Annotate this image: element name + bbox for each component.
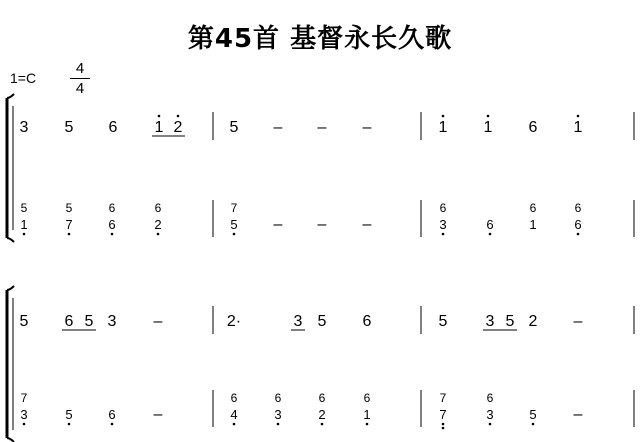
harmony-lower-note: 6: [108, 407, 116, 422]
harmony-lower-note: –: [317, 216, 327, 233]
harmony-lower-note: –: [273, 216, 283, 233]
low-octave-dot: [233, 423, 236, 426]
melody-note: 3: [293, 313, 303, 330]
harmony-lower-note: 6: [574, 217, 582, 232]
low-octave-dot: [489, 423, 492, 426]
harmony-upper-note: 6: [274, 391, 282, 405]
low-octave-dot: [277, 423, 280, 426]
low-octave-dot: [442, 233, 445, 236]
melody-note: 5: [505, 313, 515, 330]
harmony-upper-note: 7: [20, 391, 28, 405]
high-octave-dot: [177, 115, 180, 118]
high-octave-dot: [442, 115, 445, 118]
melody-note: –: [362, 119, 372, 136]
harmony-lower-note: 7: [439, 407, 447, 422]
low-octave-dot: [23, 423, 26, 426]
harmony-lower-note: 6: [486, 217, 494, 232]
low-octave-dot: [442, 427, 445, 430]
low-octave-dot: [577, 233, 580, 236]
high-octave-dot: [577, 115, 580, 118]
low-octave-dot: [68, 233, 71, 236]
key-signature: 1=C: [10, 70, 37, 86]
melody-note: 3: [485, 313, 495, 330]
high-octave-dot: [487, 115, 490, 118]
melody-note: 2: [173, 119, 183, 136]
system-bracket-top-serif: [7, 286, 14, 290]
melody-note: 5: [229, 119, 239, 136]
page-title: 第45首 基督永长久歌: [187, 24, 453, 54]
melody-note: 5: [64, 119, 74, 136]
low-octave-dot: [111, 423, 114, 426]
melody-note: 5: [19, 313, 29, 330]
harmony-upper-note: 7: [230, 201, 238, 215]
melody-note: 5: [84, 313, 94, 330]
system-bracket-bottom-serif: [7, 438, 14, 442]
harmony-upper-note: 6: [108, 201, 116, 215]
harmony-lower-note: 4: [230, 407, 238, 422]
harmony-lower-note: 3: [274, 407, 282, 422]
harmony-upper-note: 6: [154, 201, 162, 215]
harmony-lower-note: 6: [108, 217, 116, 232]
melody-note: –: [273, 119, 283, 136]
harmony-lower-note: 3: [439, 217, 447, 232]
melody-note: 1: [573, 119, 583, 136]
harmony-upper-note: 7: [439, 391, 447, 405]
melody-note: –: [317, 119, 327, 136]
melody-note: 2: [528, 313, 538, 330]
harmony-lower-note: 2: [154, 217, 162, 232]
harmony-upper-note: 6: [529, 201, 537, 215]
low-octave-dot: [442, 423, 445, 426]
harmony-lower-note: 5: [65, 407, 73, 422]
harmony-lower-note: 1: [529, 217, 537, 232]
low-octave-dot: [23, 233, 26, 236]
melody-note: 2·: [226, 313, 242, 330]
melody-note: 6: [108, 119, 118, 136]
low-octave-dot: [68, 423, 71, 426]
harmony-lower-note: 1: [20, 217, 28, 232]
harmony-lower-note: 5: [230, 217, 238, 232]
harmony-lower-note: –: [153, 406, 163, 423]
system-bracket-bottom-serif: [7, 238, 14, 242]
harmony-lower-note: –: [573, 406, 583, 423]
melody-note: –: [573, 313, 583, 330]
harmony-lower-note: 2: [318, 407, 326, 422]
time-signature-beats: 4: [75, 60, 85, 77]
harmony-upper-note: 6: [318, 391, 326, 405]
melody-note: 1: [483, 119, 493, 136]
melody-note: 6: [528, 119, 538, 136]
high-octave-dot: [158, 115, 161, 118]
harmony-upper-note: 6: [439, 201, 447, 215]
melody-note: 1: [154, 119, 164, 136]
harmony-upper-note: 6: [486, 391, 494, 405]
harmony-upper-note: 5: [20, 201, 28, 215]
low-octave-dot: [111, 233, 114, 236]
melody-note: 6: [64, 313, 74, 330]
harmony-lower-note: –: [362, 216, 372, 233]
melody-note: 1: [438, 119, 448, 136]
harmony-upper-note: 6: [574, 201, 582, 215]
harmony-upper-note: 5: [65, 201, 73, 215]
low-octave-dot: [366, 423, 369, 426]
melody-note: 5: [438, 313, 448, 330]
harmony-lower-note: 1: [363, 407, 371, 422]
harmony-upper-note: 6: [230, 391, 238, 405]
melody-note: –: [153, 313, 163, 330]
melody-note: 3: [107, 313, 117, 330]
low-octave-dot: [532, 423, 535, 426]
low-octave-dot: [489, 233, 492, 236]
low-octave-dot: [157, 233, 160, 236]
harmony-upper-note: 6: [363, 391, 371, 405]
harmony-lower-note: 5: [529, 407, 537, 422]
time-signature-unit: 4: [75, 80, 85, 97]
low-octave-dot: [321, 423, 324, 426]
system-bracket-top-serif: [7, 94, 14, 98]
melody-note: 5: [317, 313, 327, 330]
melody-note: 3: [19, 119, 29, 136]
low-octave-dot: [233, 233, 236, 236]
melody-note: 6: [362, 313, 372, 330]
harmony-lower-note: 3: [486, 407, 494, 422]
harmony-lower-note: 7: [65, 217, 73, 232]
harmony-lower-note: 3: [20, 407, 28, 422]
